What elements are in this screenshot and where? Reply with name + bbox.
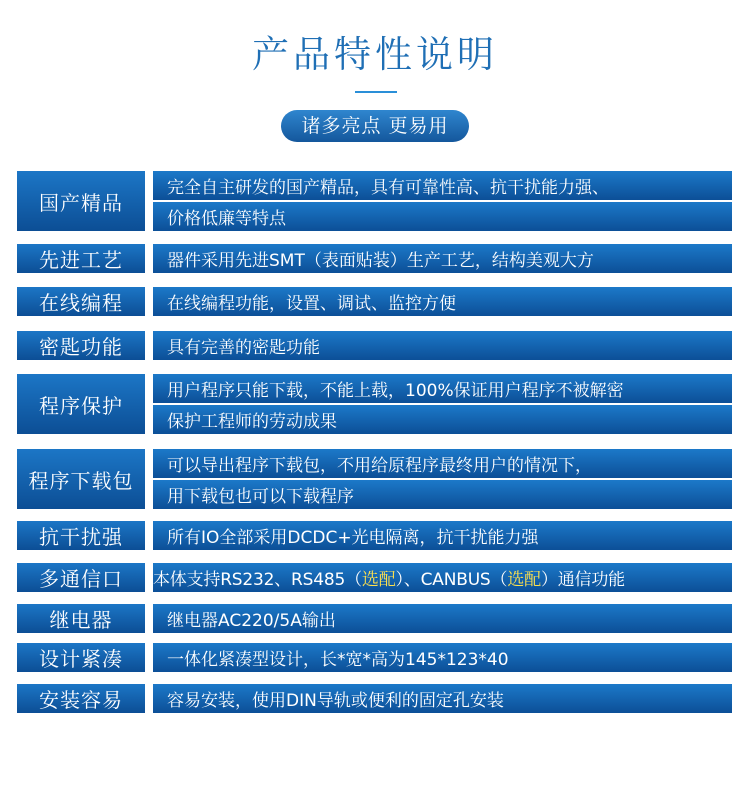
feature-text-part: 本体支持RS232、RS485（ (153, 570, 362, 590)
feature-row-key (17, 331, 732, 360)
feature-text: 可以导出程序下载包，不用给原程序最终用户的情况下， (153, 449, 732, 478)
feature-row-online-programming (17, 287, 732, 316)
feature-row-download-package (17, 449, 732, 509)
feature-text: 继电器AC220/5A输出 (153, 604, 732, 633)
feature-text: 完全自主研发的国产精品，具有可靠性高、抗干扰能力强、 (153, 171, 732, 200)
feature-text: 所有IO全部采用DCDC+光电隔离，抗干扰能力强 (153, 521, 732, 550)
feature-row-domestic (17, 171, 732, 231)
feature-row-communication (17, 563, 732, 592)
feature-text-part: ）通信功能 (540, 570, 625, 590)
feature-text: 一体化紧凑型设计，长*宽*高为145*123*40 (153, 643, 732, 672)
feature-text-part: ）、CANBUS（ (395, 570, 508, 590)
page-title: 产品特性说明 (252, 33, 498, 76)
feature-label: 抗干扰强 (17, 521, 145, 550)
feature-text (153, 563, 732, 592)
feature-text: 具有完善的密匙功能 (153, 331, 732, 360)
feature-text: 用户程序只能下载，不能上载，100%保证用户程序不被解密 (153, 374, 732, 403)
feature-label: 程序保护 (17, 374, 145, 434)
feature-text: 用下载包也可以下载程序 (153, 480, 732, 509)
feature-label: 设计紧凑 (17, 643, 145, 672)
feature-text: 容易安装，使用DIN导轨或便利的固定孔安装 (153, 684, 732, 713)
optional-highlight: 选配 (361, 570, 396, 590)
feature-row-program-protection (17, 374, 732, 434)
feature-text: 保护工程师的劳动成果 (153, 405, 732, 434)
feature-label: 多通信口 (17, 563, 145, 592)
feature-row-process (17, 244, 732, 273)
feature-label: 程序下载包 (17, 449, 145, 509)
feature-label: 继电器 (17, 604, 145, 633)
optional-highlight: 选配 (507, 570, 541, 590)
feature-label: 密匙功能 (17, 331, 145, 360)
title-underline (355, 91, 397, 93)
feature-label: 国产精品 (17, 171, 145, 231)
feature-text: 器件采用先进SMT（表面贴装）生产工艺，结构美观大方 (153, 244, 732, 273)
feature-text: 在线编程功能，设置、调试、监控方便 (153, 287, 732, 316)
feature-row-anti-interference (17, 521, 732, 550)
feature-label: 在线编程 (17, 287, 145, 316)
feature-text: 价格低廉等特点 (153, 202, 732, 231)
feature-row-easy-install (17, 684, 732, 713)
feature-label: 安装容易 (17, 684, 145, 713)
feature-label: 先进工艺 (17, 244, 145, 273)
feature-row-relay (17, 604, 732, 633)
highlight-badge: 诸多亮点 更易用 (281, 110, 469, 142)
feature-row-compact-design (17, 643, 732, 672)
